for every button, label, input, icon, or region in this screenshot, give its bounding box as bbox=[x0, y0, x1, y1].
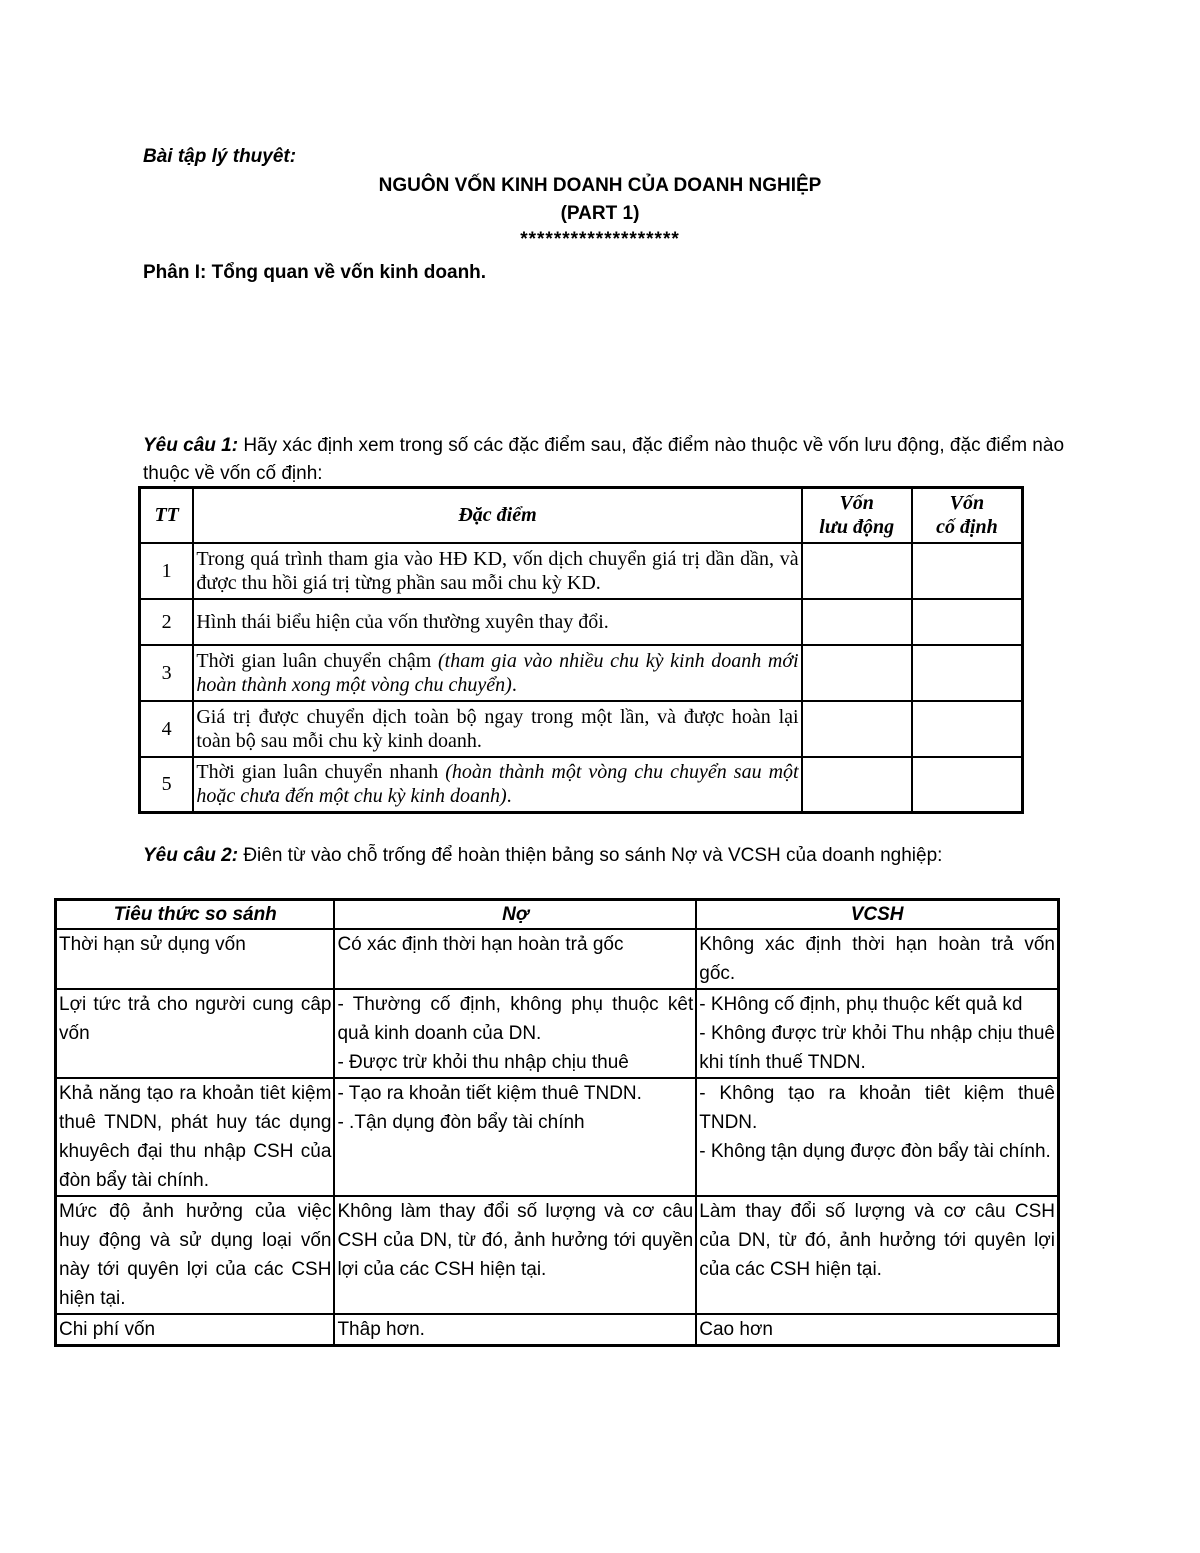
header-working-capital: Vốn lưu động bbox=[802, 488, 912, 543]
row-number: 5 bbox=[140, 757, 194, 813]
working-capital-cell[interactable] bbox=[802, 645, 912, 701]
header-tt: TT bbox=[140, 488, 194, 543]
header-equity: VCSH bbox=[696, 900, 1058, 930]
row-number: 2 bbox=[140, 599, 194, 645]
requirement-1 bbox=[143, 432, 1073, 488]
working-capital-cell[interactable] bbox=[802, 543, 912, 599]
table-row bbox=[56, 989, 1059, 1078]
working-capital-cell[interactable] bbox=[802, 599, 912, 645]
fixed-capital-cell[interactable] bbox=[912, 645, 1023, 701]
table-row bbox=[140, 701, 1023, 757]
table-header-row bbox=[140, 488, 1023, 543]
debt-cell: Thâp hơn. bbox=[334, 1314, 696, 1346]
feature-text: Thời gian luân chuyển nhanh (hoàn thành một vòng chu chuyển sau một hoặc chưa đến một chu kỳ kinh doanh). bbox=[193, 757, 801, 813]
row-number: 3 bbox=[140, 645, 194, 701]
table-row bbox=[56, 1314, 1059, 1346]
criterion-cell: Chi phí vốn bbox=[56, 1314, 335, 1346]
exercise-label: Bài tập lý thuyêt: bbox=[143, 146, 297, 167]
requirement-1-text: Hãy xác định xem trong số các đặc điểm sau, đặc điểm nào thuộc về vốn lưu động, đặc điểm nào thuộc về vốn cố định: bbox=[143, 435, 1065, 484]
table-row bbox=[56, 1078, 1059, 1196]
feature-text: Giá trị được chuyển dịch toàn bộ ngay trong một lần, và được hoàn lại toàn bộ sau mỗi chu kỳ kinh doanh. bbox=[193, 701, 801, 757]
table-row bbox=[140, 599, 1023, 645]
requirement-2-text: Điên từ vào chỗ trống để hoàn thiện bảng so sánh Nợ và VCSH của doanh nghiệp: bbox=[238, 845, 943, 866]
table-row bbox=[140, 645, 1023, 701]
header-feature: Đặc điểm bbox=[193, 488, 801, 543]
equity-cell: Không xác định thời hạn hoàn trả vốn gốc. bbox=[696, 929, 1058, 989]
requirement-2-label: Yêu câu 2: bbox=[143, 845, 239, 866]
fixed-capital-cell[interactable] bbox=[912, 599, 1023, 645]
table-row bbox=[56, 1196, 1059, 1314]
header-criterion: Tiêu thức so sánh bbox=[56, 900, 335, 930]
feature-text: Trong quá trình tham gia vào HĐ KD, vốn dịch chuyển giá trị dần dần, và được thu hồi giá trị từng phần sau mỗi chu kỳ KD. bbox=[193, 543, 801, 599]
table-row bbox=[140, 757, 1023, 813]
criterion-cell: Khả năng tạo ra khoản tiêt kiệm thuê TNDN, phát huy tác dụng khuyêch đại thu nhập CSH của đòn bẩy tài chính. bbox=[56, 1078, 335, 1196]
row-number: 1 bbox=[140, 543, 194, 599]
feature-text: Hình thái biểu hiện của vốn thường xuyên thay đổi. bbox=[193, 599, 801, 645]
table-row bbox=[140, 543, 1023, 599]
equity-cell: Cao hơn bbox=[696, 1314, 1058, 1346]
table-row bbox=[56, 929, 1059, 989]
fixed-capital-cell[interactable] bbox=[912, 543, 1023, 599]
header-fixed-capital: Vốn cố định bbox=[912, 488, 1023, 543]
equity-cell: Làm thay đổi số lượng và cơ câu CSH của DN, từ đó, ảnh hưởng tới quyên lợi của các CSH hiện tại. bbox=[696, 1196, 1058, 1314]
debt-cell: - Thường cố định, không phụ thuộc kêt quả kinh doanh của DN. - Được trừ khỏi thu nhập chịu thuê bbox=[334, 989, 696, 1078]
equity-cell: - KHông cố định, phụ thuộc kết quả kd - Không được trừ khỏi Thu nhập chịu thuê khi tính thuế TNDN. bbox=[696, 989, 1058, 1078]
header-debt: Nợ bbox=[334, 900, 696, 930]
requirement-2 bbox=[143, 842, 1073, 870]
working-capital-cell[interactable] bbox=[802, 757, 912, 813]
debt-cell: Có xác định thời hạn hoàn trả gốc bbox=[334, 929, 696, 989]
fixed-capital-cell[interactable] bbox=[912, 757, 1023, 813]
star-divider: ******************* bbox=[520, 229, 680, 250]
debt-cell: - Tạo ra khoản tiết kiệm thuê TNDN. - .Tận dụng đòn bẩy tài chính bbox=[334, 1078, 696, 1196]
row-number: 4 bbox=[140, 701, 194, 757]
requirement-1-label: Yêu câu 1: bbox=[143, 435, 239, 456]
section-heading: Phân I: Tổng quan về vốn kinh doanh. bbox=[143, 262, 487, 283]
document-subtitle: (PART 1) bbox=[560, 203, 640, 224]
fixed-capital-cell[interactable] bbox=[912, 701, 1023, 757]
debt-equity-comparison-table bbox=[54, 898, 1060, 1347]
equity-cell: - Không tạo ra khoản tiêt kiệm thuê TNDN. - Không tận dụng được đòn bẩy tài chính. bbox=[696, 1078, 1058, 1196]
table-header-row bbox=[56, 900, 1059, 930]
document-title: NGUÔN VỐN KINH DOANH CỦA DOANH NGHIỆP bbox=[378, 175, 822, 196]
criterion-cell: Lợi tức trả cho người cung câp vốn bbox=[56, 989, 335, 1078]
working-capital-cell[interactable] bbox=[802, 701, 912, 757]
criterion-cell: Thời hạn sử dụng vốn bbox=[56, 929, 335, 989]
feature-text: Thời gian luân chuyển chậm (tham gia vào nhiều chu kỳ kinh doanh mới hoàn thành xong một vòng chu chuyển). bbox=[193, 645, 801, 701]
capital-classification-table bbox=[138, 486, 1024, 814]
criterion-cell: Mức độ ảnh hưởng của việc huy động và sử dụng loại vốn này tới quyên lợi của các CSH hiện tại. bbox=[56, 1196, 335, 1314]
debt-cell: Không làm thay đổi số lượng và cơ câu CSH của DN, từ đó, ảnh hưởng tới quyền lợi của các CSH hiện tại. bbox=[334, 1196, 696, 1314]
